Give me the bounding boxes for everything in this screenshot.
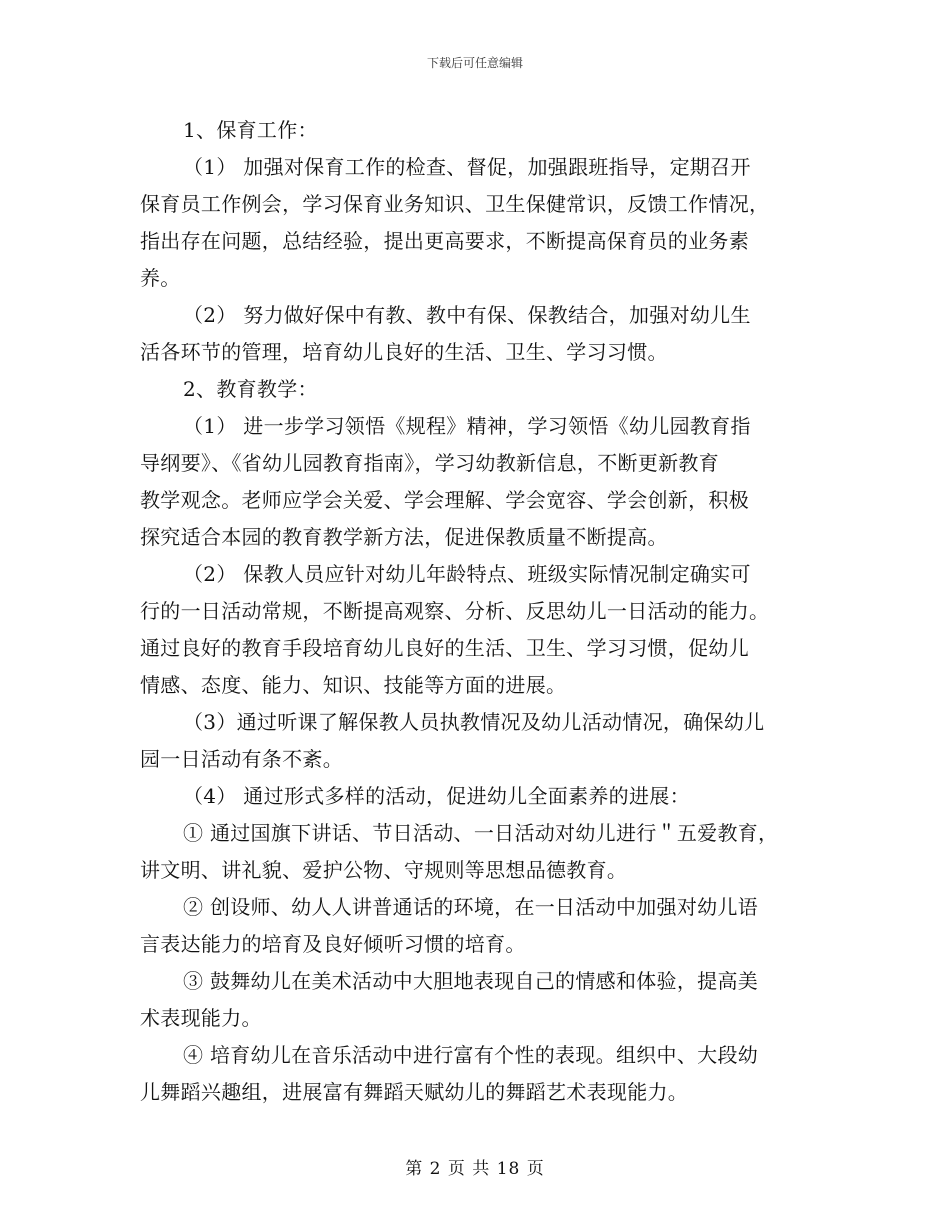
text-line: 情感、态度、能力、知识、技能等方面的进展。 — [140, 673, 567, 697]
text-line: 活各环节的管理，培育幼儿良好的生活、卫生、学习习惯。 — [140, 340, 668, 364]
text-line: 指出存在问题，总结经验，提出更高要求，不断提高保育员的业务素 — [140, 229, 749, 253]
document-body — [140, 112, 820, 1111]
text-line: 言表达能力的培育及良好倾听习惯的培育。 — [140, 932, 526, 956]
text-line: ③ 鼓舞幼儿在美术活动中大胆地表现自己的情感和体验，提高美 — [183, 969, 759, 993]
text-line: 探究适合本园的教育教学新方法，促进保教质量不断提高。 — [140, 525, 668, 549]
text-line: 园一日活动有条不紊。 — [140, 747, 343, 771]
text-line: ① 通过国旗下讲话、节日活动、一日活动对幼儿进行＂五爱教育， — [183, 821, 779, 845]
text-line: 通过良好的教育手段培育幼儿良好的生活、卫生、学习习惯，促幼儿 — [140, 636, 749, 660]
text-line: 1、保育工作： — [183, 118, 318, 142]
text-line: 养。 — [140, 266, 181, 290]
text-line: 保育员工作例会，学习保育业务知识、卫生保健常识，反馈工作情况， — [140, 192, 770, 216]
text-line: 行的一日活动常规，不断提高观察、分析、反思幼儿一日活动的能力。 — [140, 599, 770, 623]
text-line: ② 创设师、幼人人讲普通话的环境，在一日活动中加强对幼儿语 — [183, 895, 759, 919]
text-line: 儿舞蹈兴趣组，进展富有舞蹈天赋幼儿的舞蹈艺术表现能力。 — [140, 1080, 689, 1104]
text-line: （1） 进一步学习领悟《规程》精神，学习领悟《幼儿园教育指 — [183, 414, 751, 438]
page-number: 第 2 页 共 18 页 — [405, 1159, 545, 1179]
text-line: 术表现能力。 — [140, 1006, 262, 1030]
download-note: 下载后可任意编辑 — [426, 56, 523, 70]
text-line: 教学观念。老师应学会关爱、学会理解、学会宽容、学会创新，积极 — [140, 488, 749, 512]
text-line: 讲文明、讲礼貌、爱护公物、守规则等思想品德教育。 — [140, 858, 628, 882]
text-line: （3）通过听课了解保教人员执教情况及幼儿活动情况，确保幼儿 — [183, 710, 765, 734]
text-line: （4） 通过形式多样的活动，促进幼儿全面素养的进展： — [183, 784, 690, 808]
text-line: （2） 努力做好保中有教、教中有保、保教结合，加强对幼儿生 — [183, 303, 751, 327]
text-line: ④ 培育幼儿在音乐活动中进行富有个性的表现。组织中、大段幼 — [183, 1043, 759, 1067]
text-line: （1） 加强对保育工作的检查、督促，加强跟班指导，定期召开 — [183, 155, 751, 179]
text-line: 导纲要》、《省幼儿园教育指南》，学习幼教新信息，不断更新教育 — [140, 451, 719, 475]
text-line: 2、教育教学： — [183, 377, 318, 401]
text-line: （2） 保教人员应针对幼儿年龄特点、班级实际情况制定确实可 — [183, 562, 751, 586]
